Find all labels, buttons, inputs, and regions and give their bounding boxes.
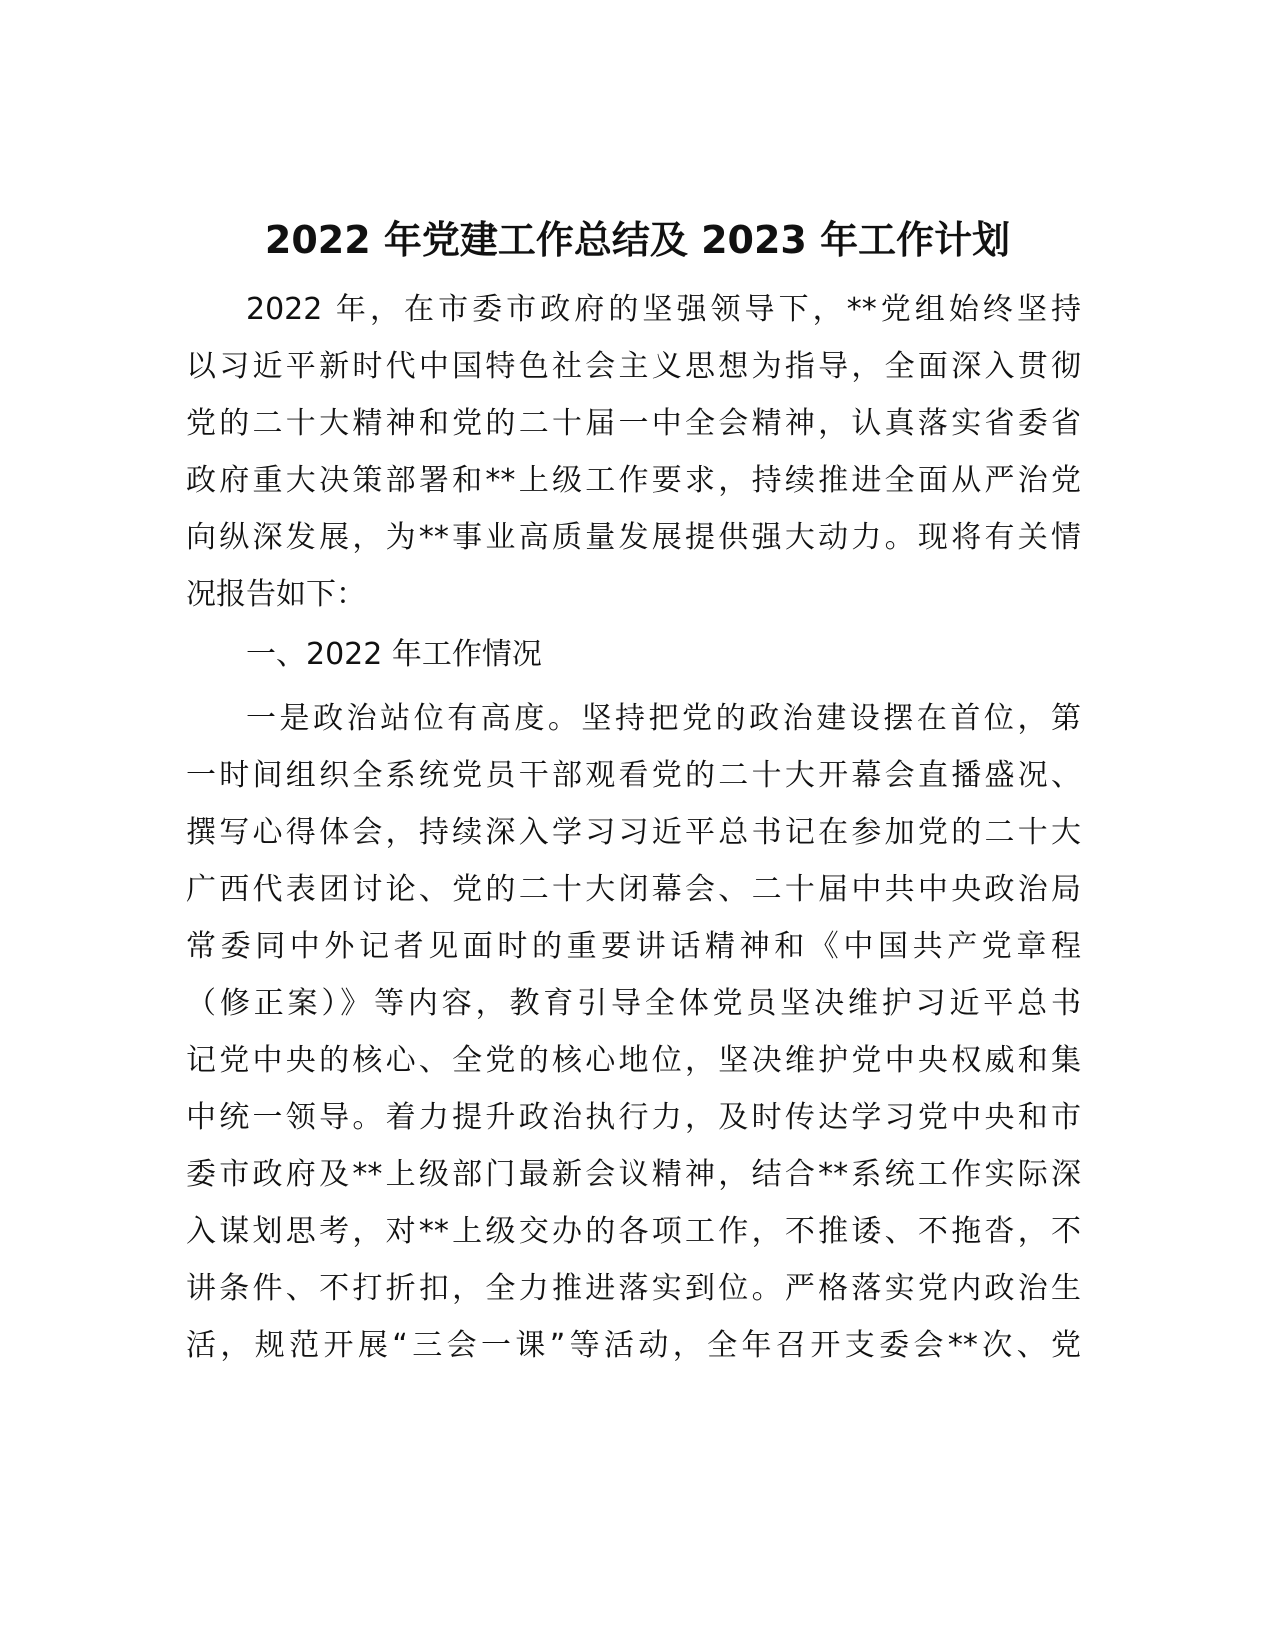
paragraph-line: 以习近平新时代中国特色社会主义思想为指导，全面深入贯彻 [186,349,1081,384]
paragraph-line: 入谋划思考，对**上级交办的各项工作，不推诿、不拖沓，不 [186,1214,1081,1249]
paragraph-line: 政府重大决策部署和**上级工作要求，持续推进全面从严治党 [186,463,1081,498]
paragraph-line: 撰写心得体会，持续深入学习习近平总书记在参加党的二十大 [186,815,1081,850]
paragraph-line: 中统一领导。着力提升政治执行力，及时传达学习党中央和市 [186,1100,1081,1135]
paragraph-line: 常委同中外记者见面时的重要讲话精神和《中国共产党章程 [186,929,1081,964]
paragraph-line: 记党中央的核心、全党的核心地位，坚决维护党中央权威和集 [186,1043,1081,1078]
section-heading: 一、2022 年工作情况 [246,637,542,672]
paragraph-line: 2022 年，在市委市政府的坚强领导下，**党组始终坚持 [246,292,1081,327]
document-title: 2022 年党建工作总结及 2023 年工作计划 [264,218,1011,262]
paragraph-line: 广西代表团讨论、党的二十大闭幕会、二十届中共中央政治局 [186,872,1081,907]
paragraph-line: 讲条件、不打折扣，全力推进落实到位。严格落实党内政治生 [186,1271,1081,1306]
paragraph-line: 向纵深发展，为**事业高质量发展提供强大动力。现将有关情 [186,520,1081,555]
paragraph-line: 一是政治站位有高度。坚持把党的政治建设摆在首位，第 [246,701,1081,736]
paragraph-line: 活，规范开展“三会一课”等活动，全年召开支委会**次、党 [186,1328,1081,1363]
paragraph-line: （修正案）》等内容，教育引导全体党员坚决维护习近平总书 [186,986,1081,1021]
paragraph-line: 党的二十大精神和党的二十届一中全会精神，认真落实省委省 [186,406,1081,441]
paragraph-line: 况报告如下： [186,577,366,612]
paragraph-line: 委市政府及**上级部门最新会议精神，结合**系统工作实际深 [186,1157,1081,1192]
paragraph-line: 一时间组织全系统党员干部观看党的二十大开幕会直播盛况、 [186,758,1081,793]
